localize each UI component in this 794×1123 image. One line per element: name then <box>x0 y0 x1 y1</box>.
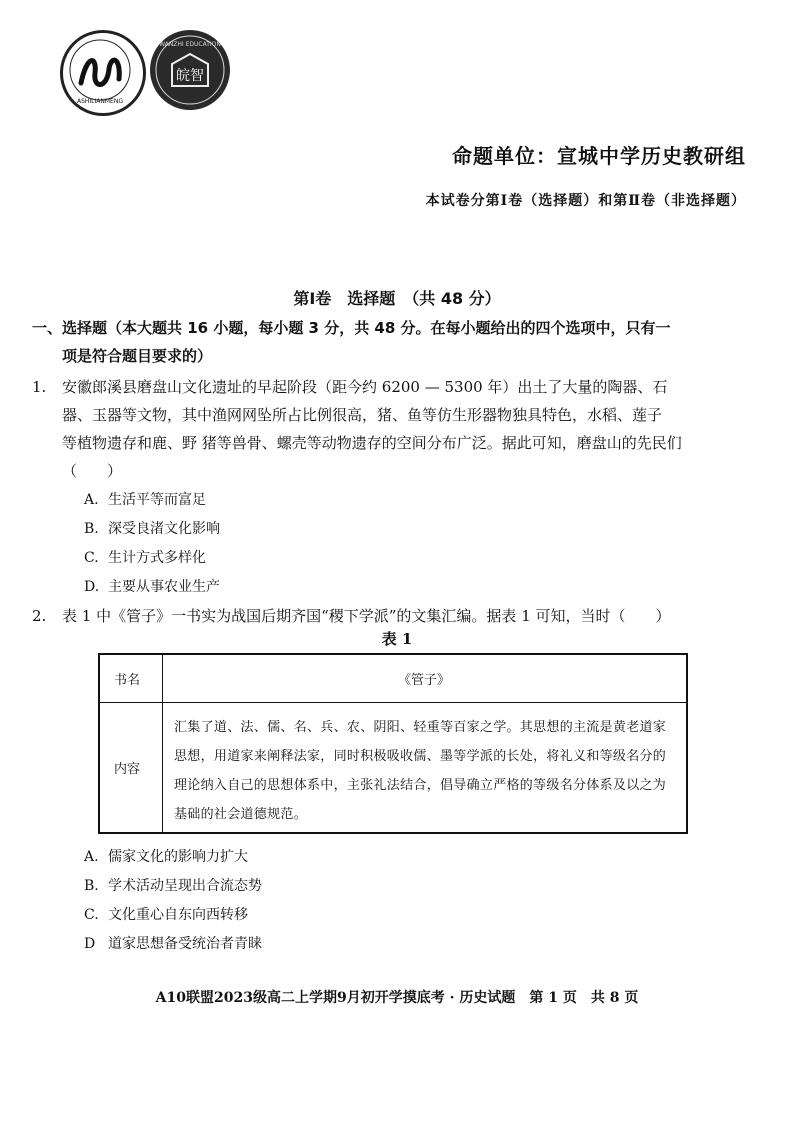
option-letter: C. <box>84 550 99 566</box>
question-1-stem-line: 等植物遗存和鹿、野 猪等兽骨、螺壳等动物遗存的空间分布广泛。据此可知，磨盘山的先民们 <box>62 434 682 452</box>
alliance-ring-text: ASHILIANMENG <box>76 98 124 105</box>
instruction-line-2: 项是符合题目要求的） <box>62 347 213 365</box>
option-text: 学术活动呈现出合流态势 <box>108 878 262 894</box>
publisher-center-text: 皖智 <box>176 68 204 84</box>
option-text: 道家思想备受统治者青睐 <box>108 936 262 952</box>
option-text: 生计方式多样化 <box>108 550 206 566</box>
alliance-logo <box>60 30 146 116</box>
question-2-number: 2. <box>32 607 47 625</box>
option-text: 儒家文化的影响力扩大 <box>108 849 248 865</box>
question-2-option-a[interactable] <box>84 842 248 872</box>
table-content-line: 基础的社会道德规范。 <box>174 807 308 822</box>
table-divider-horizontal <box>100 702 686 703</box>
question-1-answer-blank: （ ） <box>62 462 123 480</box>
option-letter: A. <box>84 849 99 865</box>
page-footer: A10联盟2023级高二上学期9月初开学摸底考 · 历史试题 第 1 页 共 8 页 <box>155 990 639 1006</box>
table-caption: 表 1 <box>381 630 413 648</box>
section-title: 第Ⅰ卷 选择题 （共 48 分） <box>293 289 501 308</box>
option-letter: D. <box>84 579 100 595</box>
publisher-ring-text: WANZHI EDUCATION <box>159 41 221 48</box>
question-2-option-d[interactable] <box>84 929 262 959</box>
question-2-option-c[interactable] <box>84 900 248 930</box>
option-letter: C. <box>84 907 99 923</box>
option-letter: D <box>84 936 96 952</box>
table-row2-label: 内容 <box>114 762 141 777</box>
table-row1-value: 《管子》 <box>397 673 450 688</box>
question-1-number: 1. <box>32 378 47 396</box>
option-text: 主要从事农业生产 <box>108 579 220 595</box>
question-1-option-b[interactable] <box>84 514 220 544</box>
table-content-line: 思想，用道家来阐释法家，同时积极吸收儒、墨等学派的长处，将礼义和等级名分的 <box>174 749 667 764</box>
question-2-stem: 表 1 中《管子》一书实为战国后期齐国“稷下学派”的文集汇编。据表 1 可知，当时（ ） <box>62 607 671 625</box>
question-1-option-d[interactable] <box>84 572 220 602</box>
publisher-logo <box>150 30 230 110</box>
table-content <box>174 713 684 829</box>
option-letter: B. <box>84 521 99 537</box>
question-2-table <box>98 653 688 834</box>
issuer-title: 命题单位：宣城中学历史教研组 <box>452 144 746 168</box>
question-1-option-a[interactable] <box>84 485 206 515</box>
table-content-line: 理论纳入自己的思想体系中，主张礼法结合，倡导确立严格的等级名分体系及以之为 <box>174 778 667 793</box>
publisher-logo-icon <box>150 30 230 110</box>
option-text: 生活平等而富足 <box>108 492 206 508</box>
alliance-logo-icon <box>63 33 143 113</box>
option-text: 文化重心自东向西转移 <box>108 907 248 923</box>
instruction-line-1: 一、选择题（本大题共 16 小题，每小题 3 分，共 48 分。在每小题给出的四个选项中，只有一 <box>32 319 671 337</box>
parts-note: 本试卷分第Ⅰ卷（选择题）和第Ⅱ卷（非选择题） <box>425 193 746 209</box>
table-row1-label: 书名 <box>114 673 141 688</box>
question-1-option-c[interactable] <box>84 543 206 573</box>
question-1-stem-line: 安徽郎溪县磨盘山文化遗址的早起阶段（距今约 6200 — 5300 年）出土了大量的陶器、石 <box>62 378 668 396</box>
option-letter: A. <box>84 492 99 508</box>
option-letter: B. <box>84 878 99 894</box>
question-2-option-b[interactable] <box>84 871 262 901</box>
question-1-stem-line: 器、玉器等文物，其中渔网网坠所占比例很高，猪、鱼等仿生形器物独具特色，水稻、莲子 <box>62 406 663 424</box>
table-content-line: 汇集了道、法、儒、名、兵、农、阴阳、轻重等百家之学。其思想的主流是黄老道家 <box>174 720 667 735</box>
option-text: 深受良渚文化影响 <box>108 521 220 537</box>
